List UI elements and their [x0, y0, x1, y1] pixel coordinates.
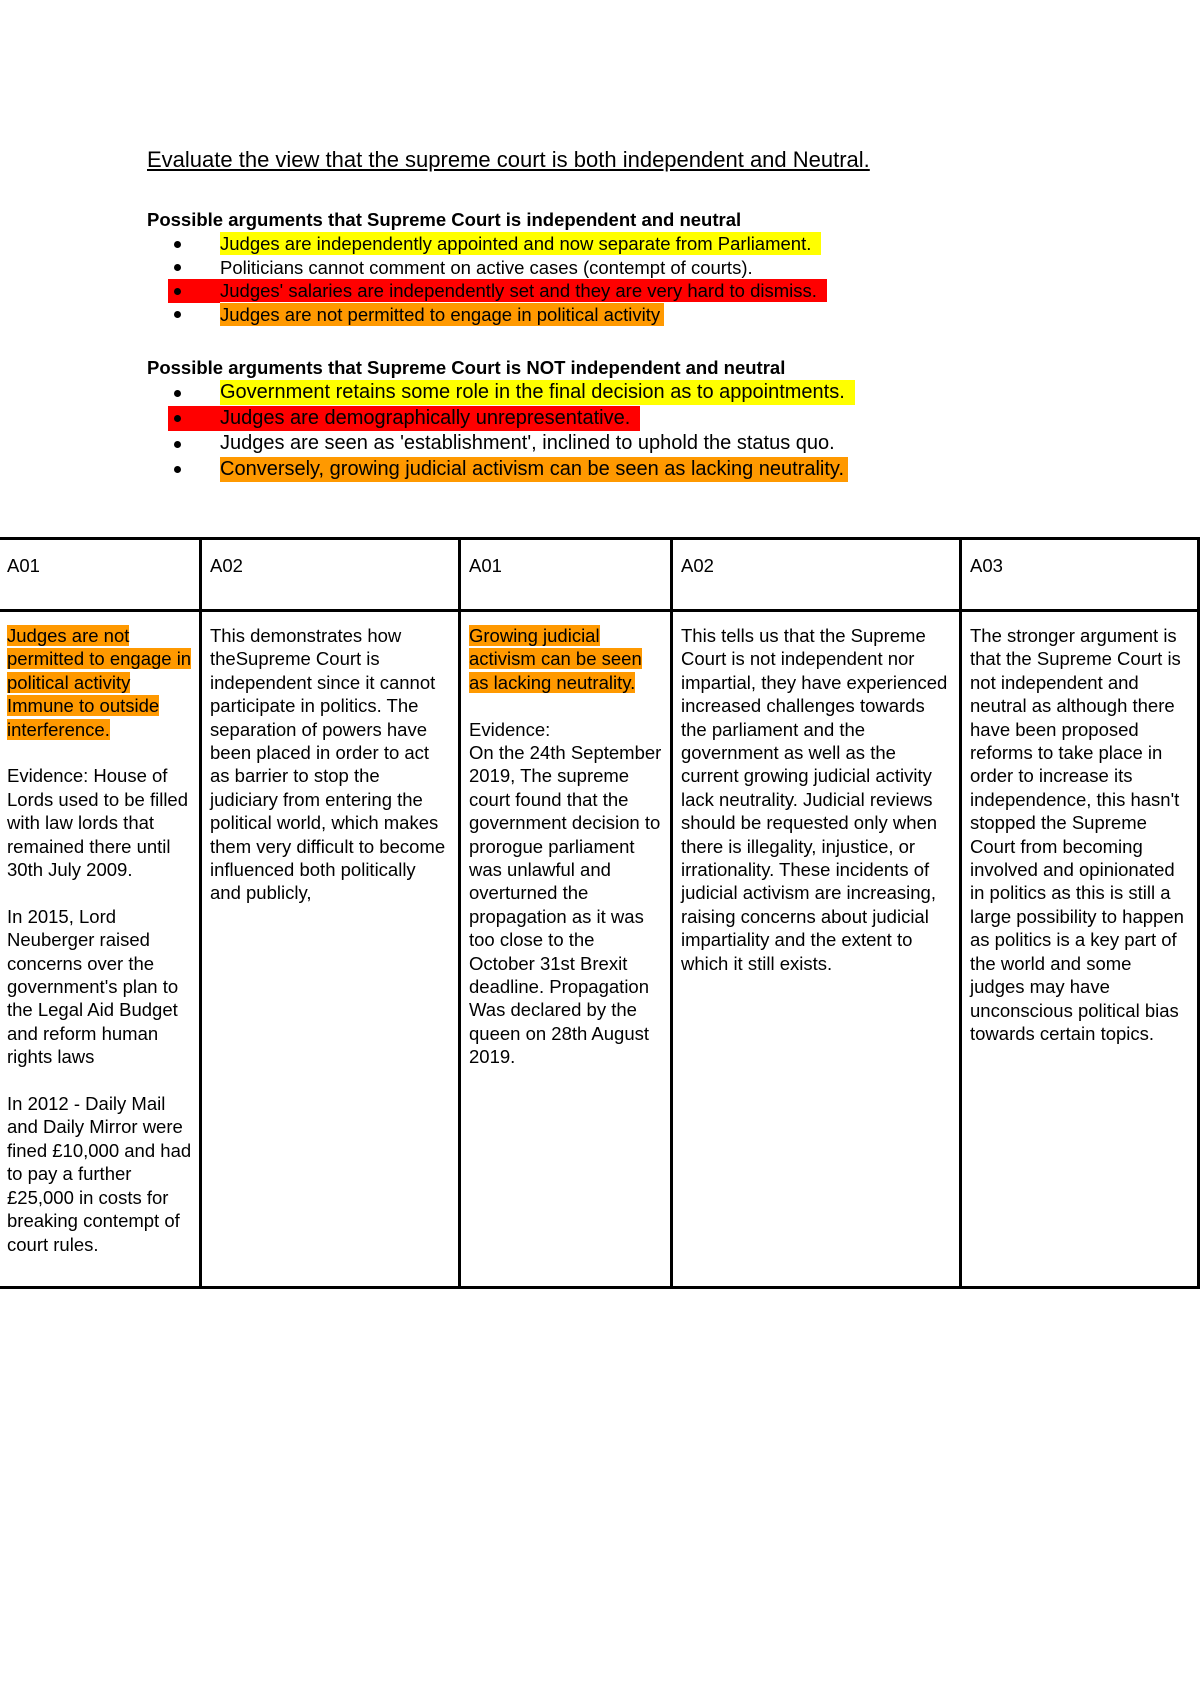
highlighted-point: Growing judicial activism can be seen as lacking neutrality.	[469, 625, 642, 693]
bullet-icon	[174, 466, 181, 473]
table-cell	[672, 611, 961, 1288]
cell-paragraph: This tells us that the Supreme Court is not independent nor impartial, they have experienced increased challenges towards the parliament and the government as well as the current growing judicial activity lack neutrality. Judicial reviews should be requested only when there is illegality, injustice, or irrationality. These incidents of judicial activism are increasing, raising concerns about judicial impartiality and the extent to which it still exists.	[681, 625, 948, 974]
for-argument-text: Judges are not permitted to engage in political activity	[220, 303, 664, 326]
bullet-icon	[174, 288, 181, 295]
table-cell	[201, 611, 460, 1288]
bullet-icon	[174, 390, 181, 397]
bullet-icon	[174, 241, 181, 248]
cell-paragraph: Evidence:	[469, 718, 551, 740]
against-argument-text: Judges are seen as 'establishment', inclined to uphold the status quo.	[220, 432, 835, 454]
document-title: Evaluate the view that the supreme court is both independent and Neutral.	[147, 147, 870, 172]
against-section-heading: Possible arguments that Supreme Court is NOT independent and neutral	[147, 357, 786, 378]
cell-paragraph	[469, 624, 663, 694]
table-row	[0, 611, 1199, 1288]
table-cell	[961, 611, 1199, 1288]
for-argument-text: Judges are independently appointed and now separate from Parliament.	[220, 232, 821, 255]
table-cell	[460, 611, 672, 1288]
cell-paragraph: Evidence: House of Lords used to be filled with law lords that remained there until 30th July 2009.	[7, 765, 189, 881]
table-header-row	[0, 539, 1199, 611]
against-argument-text: Judges are demographically unrepresentative.	[220, 406, 640, 431]
header-cell-ao1: A01	[460, 539, 672, 611]
for-section-heading: Possible arguments that Supreme Court is independent and neutral	[147, 209, 742, 230]
cell-paragraph: On the 24th September 2019, The supreme court found that the government decision to prorogue parliament was unlawful and overturned the propagation as it was too close to the October 31st Brexit deadline. Propagation Was declared by the queen on 28th August 2019.	[469, 742, 662, 1068]
bullet-icon	[174, 264, 181, 271]
highlighted-point: Judges are not permitted to engage in political activity Immune to outside interference.	[7, 625, 192, 740]
against-argument-text: Government retains some role in the final decision as to appointments.	[220, 380, 855, 405]
assessment-table	[0, 537, 1200, 1289]
cell-paragraph: This demonstrates how theSupreme Court is independent since it cannot participate in politics. The separation of powers have been placed in order to act as barrier to stop the judiciary from entering the political world, which makes them very difficult to become influenced both politically and publicly,	[210, 625, 446, 904]
for-argument-text: Politicians cannot comment on active cases (contempt of courts).	[220, 256, 753, 278]
cell-paragraph	[7, 624, 192, 741]
against-argument-text: Conversely, growing judicial activism can be seen as lacking neutrality.	[220, 457, 848, 482]
cell-paragraph: In 2015, Lord Neuberger raised concerns over the government's plan to the Legal Aid Budget and reform human rights laws	[7, 905, 179, 1068]
for-argument-text: Judges' salaries are independently set and they are very hard to dismiss.	[220, 279, 827, 302]
header-cell-ao3: A03	[961, 539, 1199, 611]
header-cell-ao2: A02	[672, 539, 961, 611]
cell-paragraph: The stronger argument is that the Supreme Court is not independent and neutral as although there have been proposed reforms to take place in order to increase its independence, this hasn't stopped the Supreme Court from becoming involved and opinionated in politics as this is still a large possibility to happen as politics is a key part of the world and some judges may have unconscious political bias towards certain topics.	[970, 625, 1184, 1044]
bullet-icon	[174, 311, 181, 318]
header-cell-ao1: A01	[0, 539, 201, 611]
header-cell-ao2: A02	[201, 539, 460, 611]
bullet-icon	[174, 441, 181, 448]
cell-paragraph: In 2012 - Daily Mail and Daily Mirror were fined £10,000 and had to pay a further £25,000 in costs for breaking contempt of court rules.	[7, 1093, 192, 1255]
table-cell	[0, 611, 201, 1288]
bullet-icon	[174, 415, 181, 422]
